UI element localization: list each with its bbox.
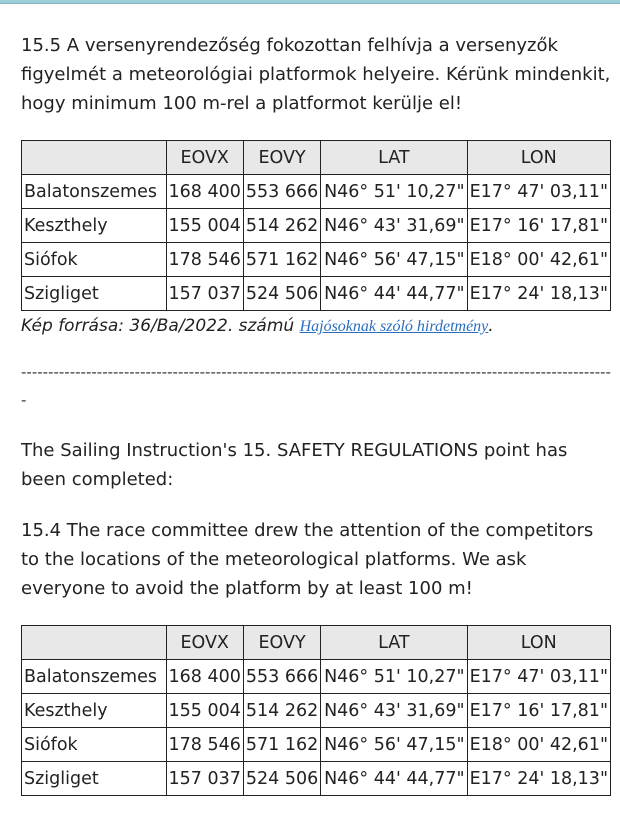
header-lat: LAT [321,626,467,660]
table-header-row [22,626,611,660]
table-row [22,660,611,694]
header-lat: LAT [321,141,467,175]
header-eovy: EOVY [243,626,320,660]
caption-prefix: Kép forrása: 36/Ba/2022. számú [21,316,300,336]
notice-link[interactable]: Hajósoknak szóló hirdetmény [299,318,489,335]
cell-eovy: 571 162 [243,728,320,762]
cell-location: Balatonszemes [22,660,167,694]
cell-lon: E17° 47' 03,11" [467,175,610,209]
cell-eovy: 514 262 [243,694,320,728]
cell-lat: N46° 56' 47,15" [321,728,467,762]
cell-lat: N46° 43' 31,69" [321,694,467,728]
cell-eovx: 168 400 [166,660,243,694]
header-lon: LON [467,626,610,660]
cell-eovx: 155 004 [166,209,243,243]
cell-eovx: 178 546 [166,243,243,277]
cell-lon: E17° 24' 18,13" [467,762,610,796]
table-row [22,209,611,243]
cell-eovx: 157 037 [166,762,243,796]
cell-lon: E17° 24' 18,13" [467,277,610,311]
header-eovx: EOVX [166,626,243,660]
caption-suffix: . [488,316,494,336]
cell-eovy: 553 666 [243,660,320,694]
platform-table-en [21,625,611,796]
cell-lat: N46° 51' 10,27" [321,660,467,694]
cell-location: Keszthely [22,209,167,243]
cell-eovy: 571 162 [243,243,320,277]
image-caption [21,316,611,336]
cell-eovx: 155 004 [166,694,243,728]
table-row [22,175,611,209]
cell-location: Siófok [22,243,167,277]
cell-location: Szigliget [22,277,167,311]
header-lon: LON [467,141,610,175]
article-content [21,31,611,796]
cell-eovy: 514 262 [243,209,320,243]
hu-paragraph: 15.5 A versenyrendezőség fokozottan felhívja a versenyzők figyelmét a meteorológiai platformok helyeire. Kérünk mindenkit, hogy minimum 100 m-rel a platformot kerülje el! [21,35,611,114]
table-row [22,694,611,728]
cell-lon: E18° 00' 42,61" [467,243,610,277]
header-eovx: EOVX [166,141,243,175]
platform-table-hu [21,140,611,311]
cell-lon: E17° 16' 17,81" [467,209,610,243]
cell-lon: E18° 00' 42,61" [467,728,610,762]
header-cell-empty [22,141,167,175]
cell-location: Balatonszemes [22,175,167,209]
en-intro: The Sailing Instruction's 15. SAFETY REGULATIONS point has been completed: [21,440,568,490]
cell-lat: N46° 56' 47,15" [321,243,467,277]
cell-lon: E17° 16' 17,81" [467,694,610,728]
table-header-row [22,141,611,175]
header-cell-empty [22,626,167,660]
cell-lon: E17° 47' 03,11" [467,660,610,694]
table-row [22,762,611,796]
cell-location: Keszthely [22,694,167,728]
cell-lat: N46° 44' 44,77" [321,277,467,311]
cell-lat: N46° 51' 10,27" [321,175,467,209]
cell-eovy: 553 666 [243,175,320,209]
table-row [22,728,611,762]
cell-lat: N46° 44' 44,77" [321,762,467,796]
cell-eovy: 524 506 [243,762,320,796]
cell-eovx: 178 546 [166,728,243,762]
cell-eovx: 168 400 [166,175,243,209]
table-row [22,243,611,277]
cell-eovy: 524 506 [243,277,320,311]
en-paragraph: 15.4 The race committee drew the attention of the competitors to the locations of the meteorological platforms. We ask everyone to avoid the platform by at least 100 m! [21,520,594,599]
cell-location: Szigliget [22,762,167,796]
table-row [22,277,611,311]
header-eovy: EOVY [243,141,320,175]
cell-lat: N46° 43' 31,69" [321,209,467,243]
cell-eovx: 157 037 [166,277,243,311]
cell-location: Siófok [22,728,167,762]
top-accent-bar [0,0,620,4]
dash-separator: -------------------------------------------------------------------------------------------------------------- [21,363,611,409]
